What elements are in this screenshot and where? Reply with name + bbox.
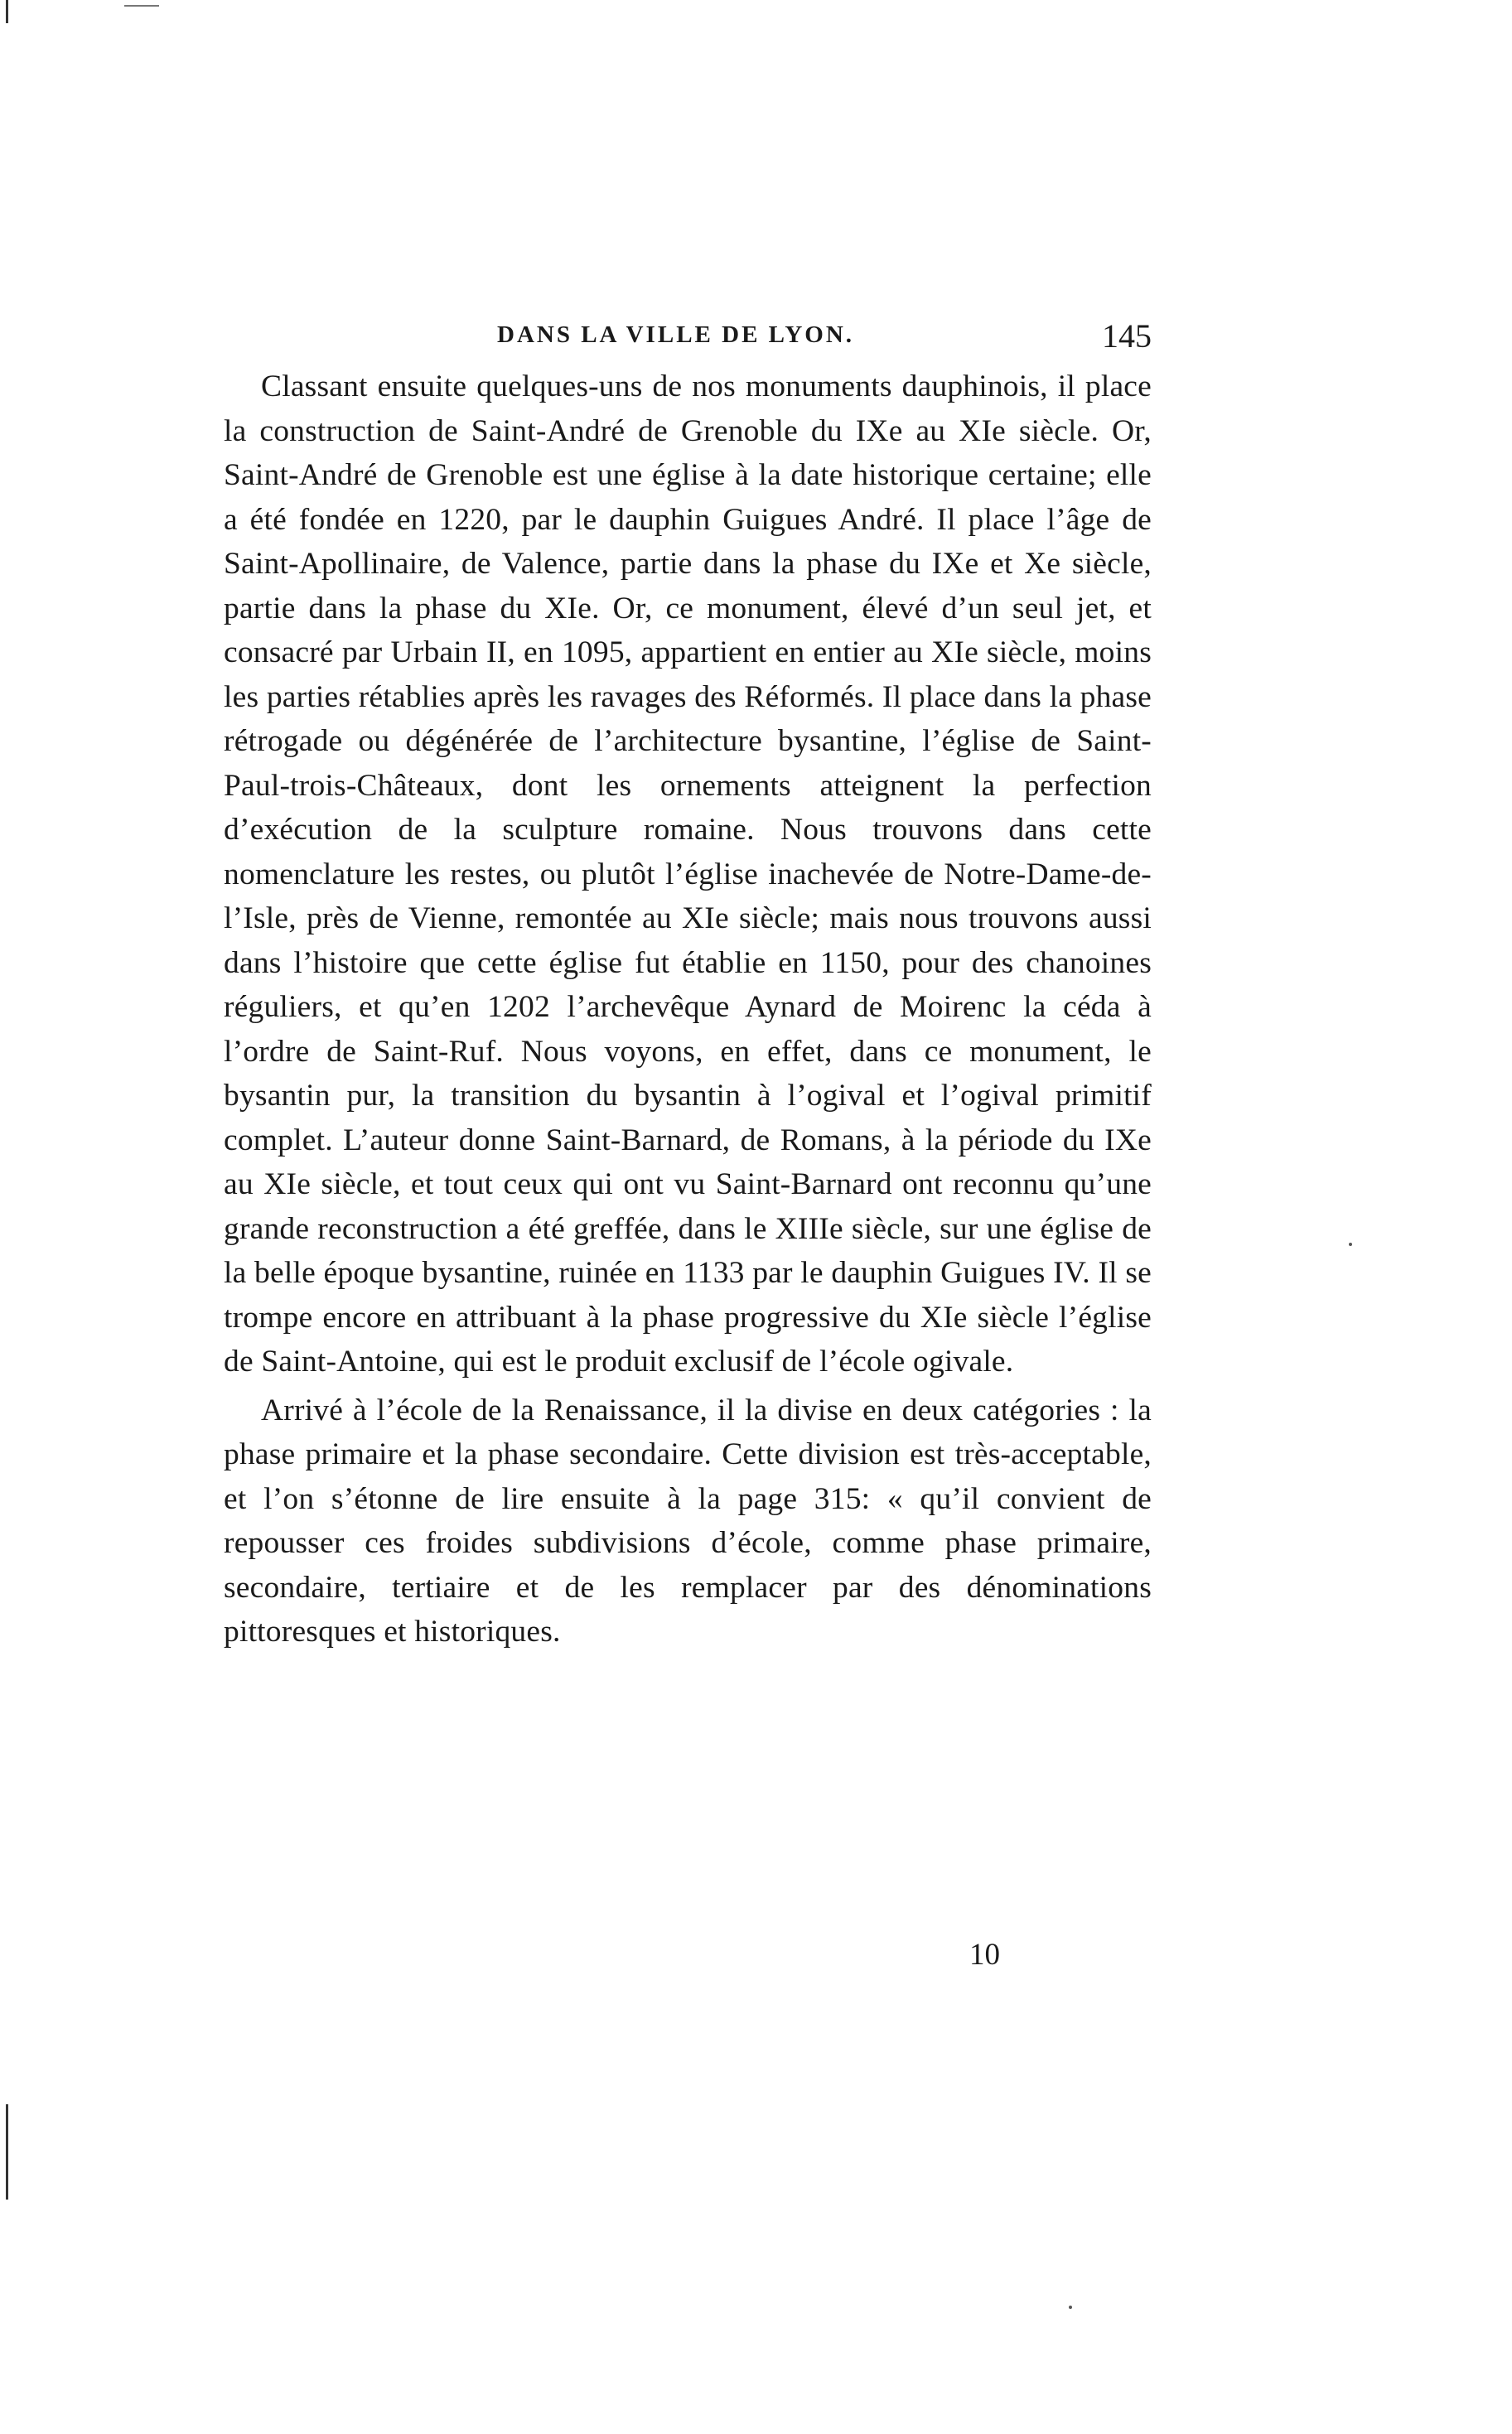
scan-speck: [1349, 1243, 1352, 1246]
paragraph: Classant ensuite quelques-uns de nos monuments dauphinois, il place la construction de Saint-André de Grenoble du IXe au XIe siècle. Or, Saint-André de Grenoble est une église à la date historique certaine; elle a été fondée en 1220, par le dauphin Guigues André. Il place l’âge de Saint-Apollinaire, de Valence, partie dans la phase du IXe et Xe siècle, partie dans la phase du XIe. Or, ce monument, élevé d’un seul jet, et consacré par Urbain II, en 1095, appartient en entier au XIe siècle, moins les parties rétablies après les ravages des Réformés. Il place dans la phase rétrogade ou dégénérée de l’architecture bysantine, l’église de Saint-Paul-trois-Châteaux, dont les ornements atteignent la perfection d’exécution de la sculpture romaine. Nous trouvons dans cette nomenclature les restes, ou plutôt l’église inachevée de Notre-Dame-de-l’Isle, près de Vienne, remontée au XIe siècle; mais nous trouvons aussi dans l’histoire que cette église fut établie en 1150, pour des chanoines réguliers, et qu’en 1202 l’archevêque Aynard de Moirenc la céda à l’ordre de Saint-Ruf. Nous voyons, en effet, dans ce monument, le bysantin pur, la transition du bysantin à l’ogival et l’ogival primitif complet. L’auteur donne Saint-Barnard, de Romans, à la période du IXe au XIe siècle, et tout ceux qui ont vu Saint-Barnard ont reconnu qu’une grande reconstruction a été greffée, dans le XIIIe siècle, sur une église de la belle époque bysantine, ruinée en 1133 par le dauphin Guigues IV. Il se trompe encore en attribuant à la phase progressive du XIe siècle l’église de Saint-Antoine, qui est le produit exclusif de l’école ogivale.: [224, 369, 1152, 1379]
scan-edge-mark: [124, 5, 159, 7]
running-title: DANS LA VILLE DE LYON.: [497, 321, 855, 348]
paragraph: Arrivé à l’école de la Renaissance, il la divise en deux catégories : la phase primaire et la phase secondaire. Cette division est très-acceptable, et l’on s’étonne de lire ensuite à la page 315: « qu’il convient de repousser ces froides subdivisions d’école, comme phase primaire, secondaire, tertiaire et de les remplacer par des dénominations pittoresques et historiques.: [224, 1393, 1152, 1649]
signature-mark: 10: [969, 1938, 1000, 1972]
running-head: [224, 316, 1152, 366]
body-text: [224, 365, 1152, 1654]
scan-speck: [1069, 2306, 1072, 2309]
scan-edge-mark: [6, 0, 8, 23]
page-number: 145: [1102, 317, 1152, 355]
scan-edge-mark: [6, 2104, 8, 2200]
